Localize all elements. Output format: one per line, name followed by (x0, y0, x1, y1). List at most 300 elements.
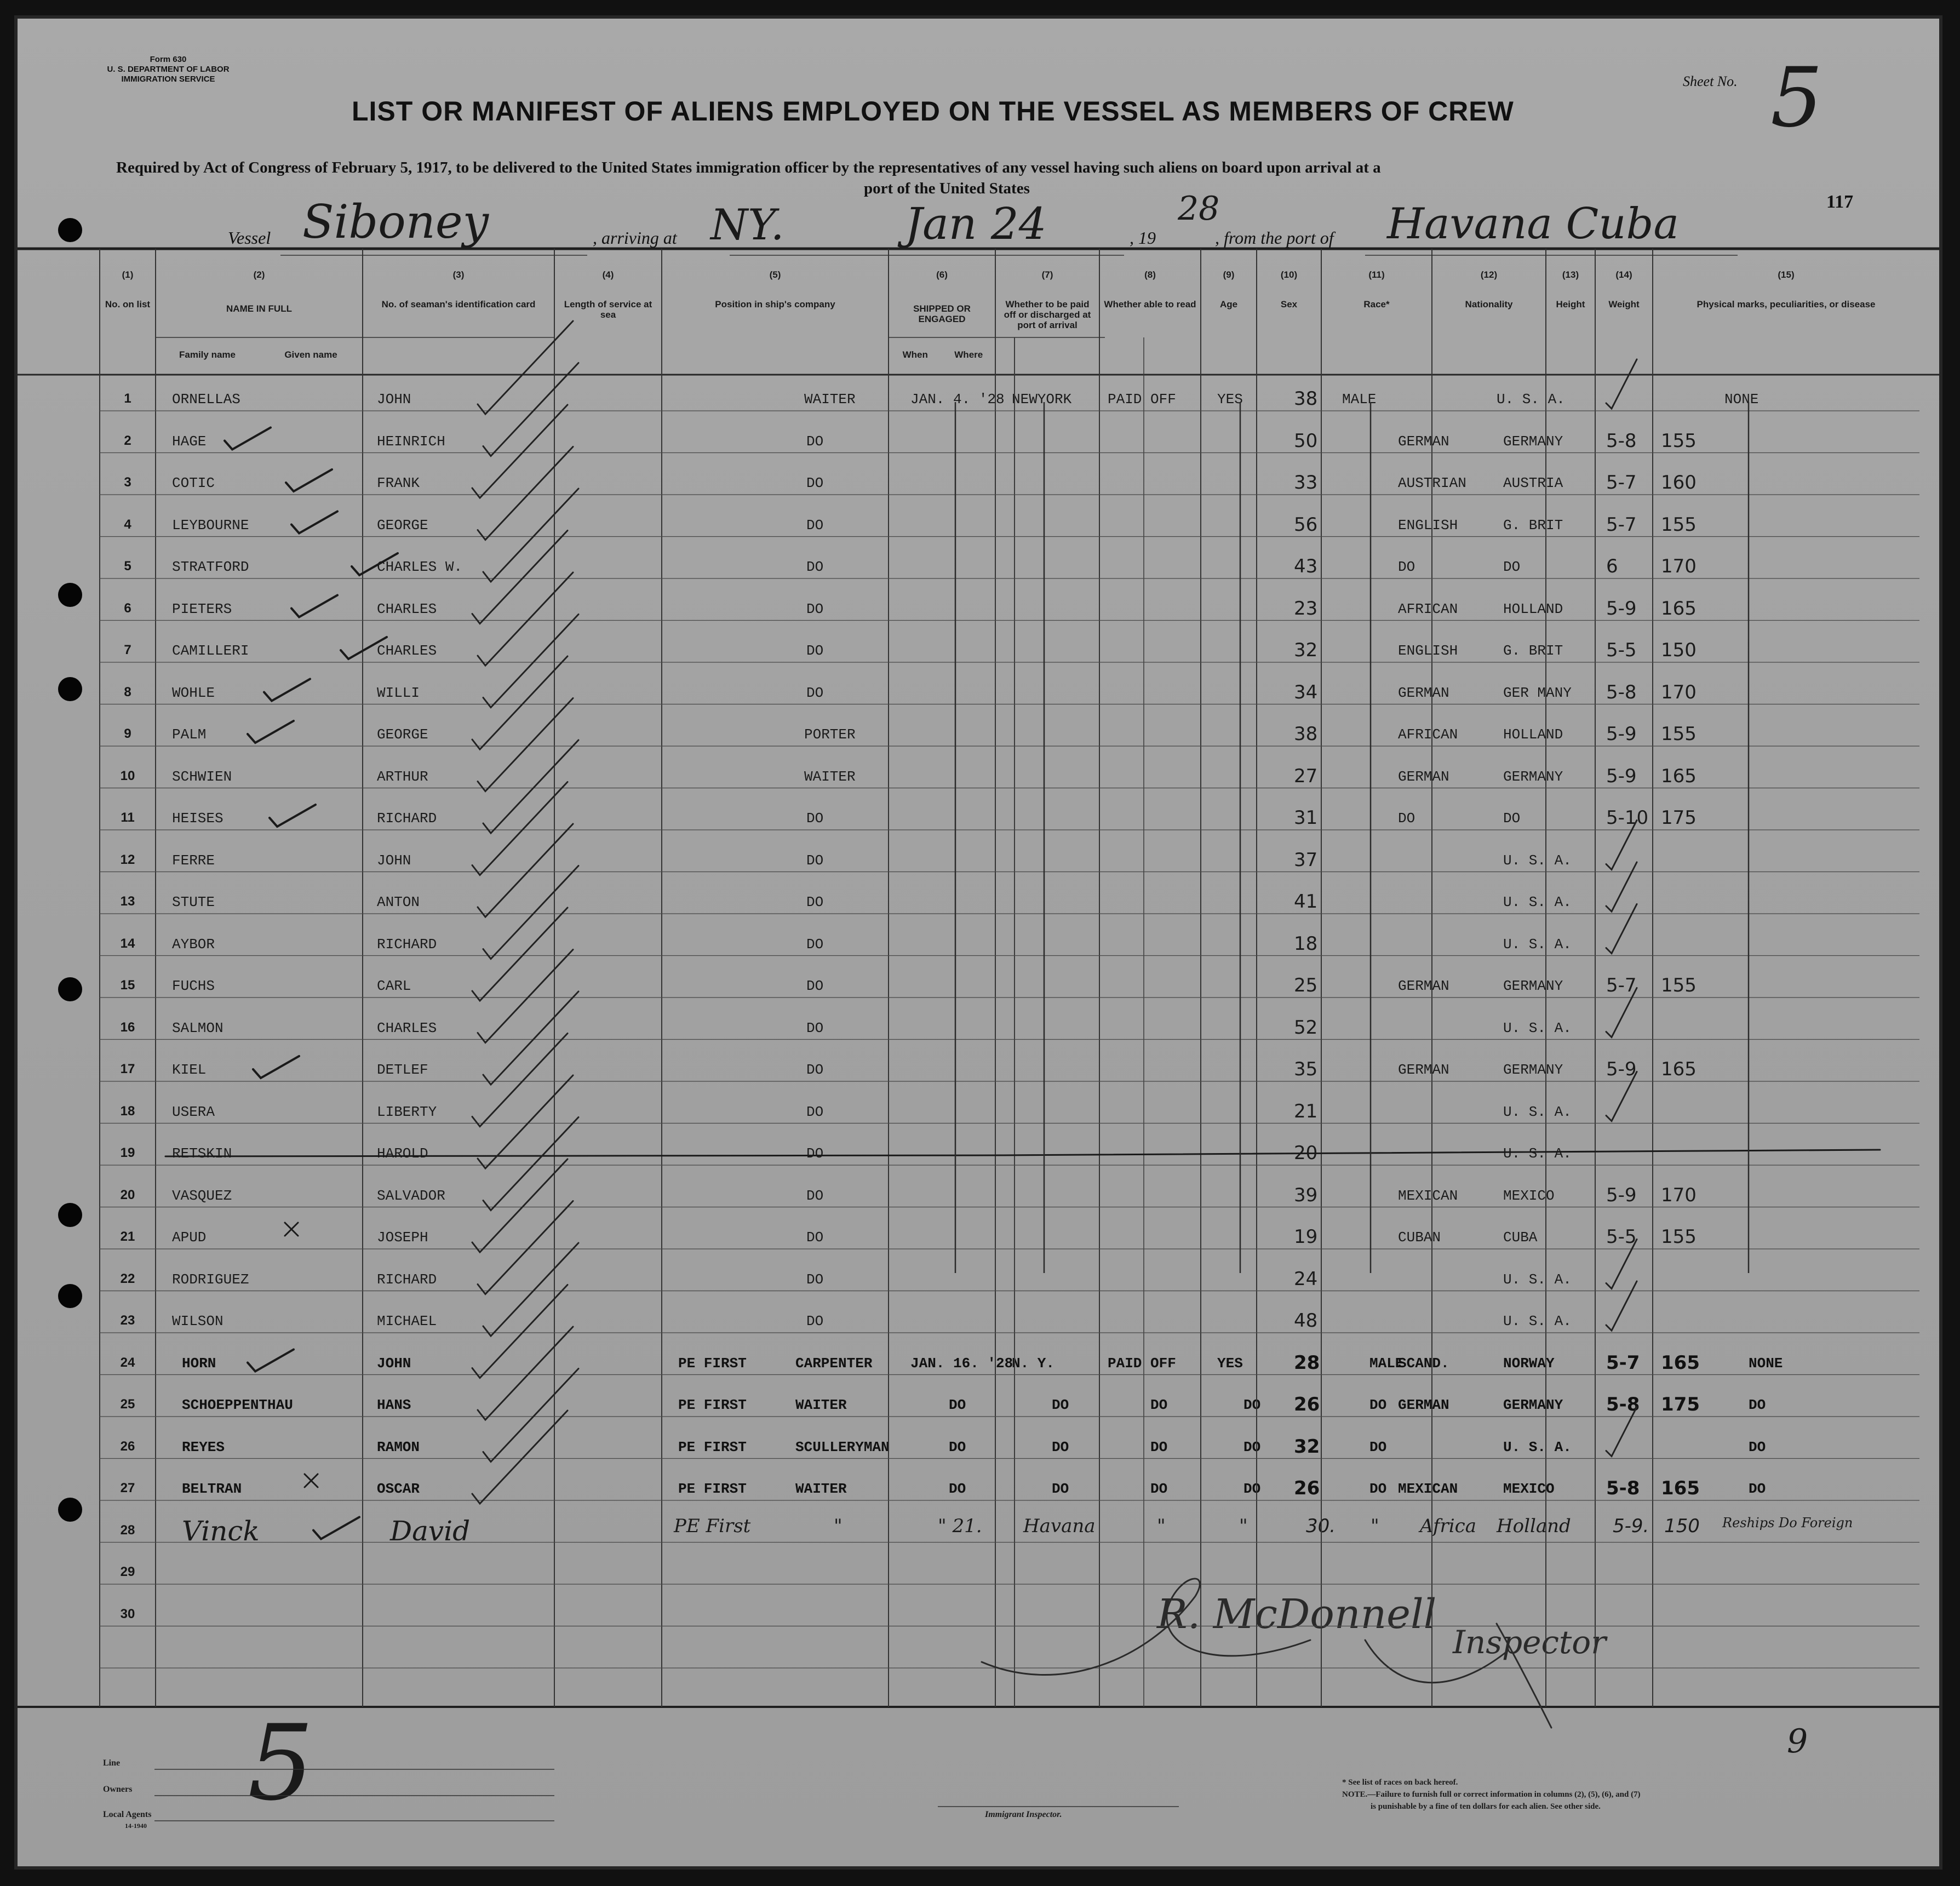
cell-given: FRANK (377, 475, 420, 491)
row-number: 14 (120, 936, 135, 951)
cell-height: 5-5 (1606, 639, 1637, 661)
cell-position: DO (806, 559, 824, 575)
column-header: Whether able to read (1104, 299, 1196, 309)
cell-height: 5-7 (1606, 513, 1637, 536)
cell-weight: 150 (1664, 1515, 1700, 1537)
cell-nationality: GER MANY (1503, 684, 1572, 701)
cell-paid: DO (1150, 1481, 1168, 1497)
cell-position: DO (806, 643, 824, 659)
column-number: (2) (253, 270, 265, 280)
cell-marks: DO (1749, 1397, 1766, 1413)
cell-when: " 21. (938, 1515, 982, 1537)
check-mark (341, 637, 387, 659)
cell-height: 5-9. (1613, 1515, 1649, 1537)
column-header: Physical marks, peculiarities, or disease (1697, 299, 1876, 309)
department-name: U. S. DEPARTMENT OF LABOR (107, 65, 230, 74)
column-number: (5) (769, 270, 781, 280)
cell-nationality: GERMANY (1503, 768, 1563, 785)
cell-nationality: U. S. A. (1503, 1145, 1572, 1162)
footer-owners-label: Owners (103, 1785, 133, 1794)
inspector-signature: R. McDonnell (1157, 1591, 1437, 1638)
cell-marks: Reships Do Foreign (1722, 1515, 1853, 1530)
form-number: Form 630 (150, 55, 187, 64)
cell-race: AFRICAN (1398, 600, 1458, 617)
column-header: Length of service at sea (564, 299, 652, 320)
cell-position: DO (806, 1313, 824, 1329)
check-mark (478, 698, 573, 792)
cell-sex: " (1371, 1515, 1379, 1537)
cell-family: SCHWIEN (172, 768, 232, 785)
cell-height: 5-9 (1606, 1058, 1637, 1080)
cell-given: JOHN (377, 1355, 411, 1372)
check-mark (1606, 359, 1637, 409)
column-subheader: Given name (284, 349, 337, 360)
footnote-penalty-1: NOTE.—Failure to furnish full or correct information in columns (2), (5), (6), and (7) (1342, 1790, 1641, 1799)
cell-nationality: GERMANY (1503, 1397, 1563, 1413)
cell-age: 26 (1294, 1477, 1320, 1499)
cell-family: CAMILLERI (172, 643, 249, 659)
subtitle-line-1: Required by Act of Congress of February 5, 1917, to be delivered to the United States immigration officer by the representatives of any vessel having such aliens on board upon arrival at a (116, 159, 1381, 176)
cell-given: ANTON (377, 894, 420, 910)
manifest-sheet (14, 15, 1942, 1870)
cell-age: 20 (1294, 1142, 1318, 1164)
cell-height: 5-9 (1606, 597, 1637, 620)
cell-height: 5-10 (1606, 807, 1649, 829)
cell-nationality: U. S. A. (1503, 1103, 1572, 1120)
column-number: (15) (1778, 270, 1795, 280)
cell-position: DO (806, 1145, 824, 1162)
cell-age: 21 (1294, 1100, 1318, 1122)
cell-age: 43 (1294, 555, 1318, 577)
cell-family: HORN (182, 1355, 216, 1372)
column-number: (8) (1144, 270, 1156, 280)
row-number: 4 (124, 517, 131, 532)
column-number: (6) (936, 270, 948, 280)
column-header: NAME IN FULL (226, 303, 292, 314)
row-number: 21 (120, 1229, 135, 1244)
arriving-label: , arriving at (593, 228, 677, 248)
cell-read: YES (1217, 1355, 1243, 1372)
vessel-label: Vessel (228, 228, 271, 248)
cell-given: ARTHUR (377, 768, 428, 785)
check-mark (478, 572, 573, 666)
row-number: 29 (120, 1564, 135, 1579)
footer-form-code: 14-1940 (125, 1822, 147, 1830)
column-header: Position in ship's company (715, 299, 835, 309)
cell-given: SALVADOR (377, 1187, 445, 1204)
check-mark (478, 1327, 573, 1420)
cell-family: SALMON (172, 1019, 223, 1036)
cell-family: PALM (172, 726, 207, 743)
cell-position: DO (806, 684, 824, 701)
footnote-penalty-2: is punishable by a fine of ten dollars for each alien. See other side. (1371, 1802, 1601, 1811)
cell-family: STRATFORD (172, 559, 249, 575)
cell-weight: 170 (1661, 555, 1697, 577)
row-number: 1 (124, 391, 131, 406)
cell-position: CARPENTER (795, 1355, 873, 1372)
cell-position: SCULLERYMAN (795, 1438, 890, 1455)
cell-age: 48 (1294, 1310, 1318, 1332)
row-number: 7 (124, 643, 131, 657)
row-number: 5 (124, 559, 131, 574)
cell-weight: 155 (1661, 1226, 1697, 1248)
check-mark (270, 805, 316, 827)
cell-weight: 150 (1661, 639, 1697, 661)
cell-age: 35 (1294, 1058, 1318, 1080)
cell-nationality: Holland (1497, 1515, 1571, 1537)
cell-position: DO (806, 1019, 824, 1036)
cell-height: 5-8 (1606, 1394, 1640, 1415)
row-number: 11 (121, 810, 135, 825)
check-mark (248, 721, 294, 743)
table-grid (18, 19, 1939, 1866)
row-number: 6 (124, 600, 131, 616)
cell-height: 5-7 (1606, 1351, 1640, 1374)
column-header: Sex (1280, 299, 1298, 309)
cell-where: N. Y. (1012, 1355, 1055, 1372)
arrival-date: Jan 24 (905, 198, 1047, 249)
page-mark: 9 (1787, 1722, 1808, 1761)
cell-weight: 170 (1661, 681, 1697, 703)
cell-when: DO (949, 1438, 966, 1455)
check-mark (1606, 1407, 1637, 1457)
cell-family: LEYBOURNE (172, 517, 249, 534)
cell-position: DO (806, 475, 824, 491)
cell-given: RICHARD (377, 810, 437, 827)
check-mark (286, 469, 332, 491)
cell-paid: DO (1150, 1438, 1168, 1455)
cell-nationality: GERMANY (1503, 1062, 1563, 1078)
check-mark (291, 512, 337, 534)
cell-nationality: NORWAY (1503, 1355, 1555, 1372)
row-number: 17 (120, 1062, 135, 1076)
cell-position: WAITER (804, 391, 856, 408)
check-mark (478, 1075, 573, 1168)
cell-family: KIEL (172, 1062, 207, 1078)
column-subheader: Family name (179, 349, 236, 360)
cell-race: DO (1398, 559, 1415, 575)
cell-height: 5-9 (1606, 1184, 1637, 1206)
cell-race: GERMAN (1398, 433, 1449, 450)
cell-given: JOSEPH (377, 1229, 428, 1246)
cell-family: USERA (172, 1103, 215, 1120)
cell-given: RICHARD (377, 1271, 437, 1288)
cell-family: BELTRAN (182, 1481, 242, 1497)
row-number: 25 (120, 1397, 135, 1412)
cell-position: DO (806, 1229, 824, 1246)
row-number: 22 (120, 1271, 135, 1286)
cell-race: GERMAN (1398, 1397, 1449, 1413)
cell-weight: 165 (1661, 597, 1697, 620)
footer-handwritten-number: 5 (248, 1702, 314, 1824)
cell-nationality: MEXICO (1503, 1187, 1555, 1204)
cell-where: DO (1052, 1438, 1069, 1455)
cell-race: GERMAN (1398, 684, 1449, 701)
column-number: (11) (1368, 270, 1385, 280)
cell-race: MEXICAN (1398, 1481, 1458, 1497)
check-mark (352, 553, 398, 575)
arrival-year: 28 (1178, 190, 1220, 228)
cell-age: 56 (1294, 513, 1318, 536)
row-number: 13 (120, 894, 135, 909)
cell-age: 50 (1294, 429, 1318, 452)
cell-paid: " (1157, 1515, 1166, 1537)
immigrant-inspector-label: Immigrant Inspector. (985, 1810, 1062, 1819)
cell-race: AUSTRIAN (1398, 475, 1466, 491)
cell-height: 6 (1606, 555, 1618, 577)
cell-given: RAMON (377, 1438, 420, 1455)
cell-given: DETLEF (377, 1062, 428, 1078)
cell-family: REYES (182, 1438, 225, 1455)
cell-marks: NONE (1724, 391, 1759, 408)
cell-marks: NONE (1749, 1355, 1783, 1372)
cell-position: DO (806, 852, 824, 869)
cell-age: 23 (1294, 597, 1318, 620)
cell-race: AFRICAN (1398, 726, 1458, 743)
column-number: (13) (1562, 270, 1579, 280)
cell-position: DO (806, 433, 824, 450)
row-number: 24 (120, 1355, 135, 1370)
row-number: 20 (120, 1187, 135, 1202)
row-number: 10 (120, 768, 135, 783)
column-header: Race* (1363, 299, 1390, 309)
cell-race: MEXICAN (1398, 1187, 1458, 1204)
cell-position: DO (806, 936, 824, 953)
cell-age: 19 (1294, 1226, 1318, 1248)
cell-given: CHARLES W. (377, 559, 463, 575)
cell-height: 5-9 (1606, 765, 1637, 787)
cell-family: Vinck (182, 1515, 260, 1547)
cell-height: 5-8 (1606, 429, 1637, 452)
cell-nationality: U. S. A. (1497, 391, 1565, 408)
cell-given: CHARLES (377, 1019, 437, 1036)
cell-race: DO (1398, 810, 1415, 827)
cell-family: STUTE (172, 894, 215, 910)
cell-given: MICHAEL (377, 1313, 437, 1329)
check-mark (291, 595, 337, 617)
cell-given: LIBERTY (377, 1103, 437, 1120)
cell-sex: MALE (1342, 391, 1377, 408)
cell-family: APUD (172, 1229, 207, 1246)
column-header: Age (1219, 299, 1238, 309)
cell-weight: 175 (1661, 807, 1697, 829)
cell-race: GERMAN (1398, 1062, 1449, 1078)
cell-marks: DO (1749, 1438, 1766, 1455)
cell-given: David (390, 1515, 471, 1547)
cell-age: 52 (1294, 1016, 1318, 1039)
cell-given: HANS (377, 1397, 411, 1413)
cell-age: 33 (1294, 472, 1318, 494)
cell-nationality: GERMANY (1503, 978, 1563, 994)
cell-height: 5-7 (1606, 472, 1637, 494)
cell-age: 32 (1294, 639, 1318, 661)
cell-paid: PAID OFF (1108, 1355, 1176, 1372)
cell-read: " (1239, 1515, 1248, 1537)
cell-when: JAN. 16. '28 (910, 1355, 1013, 1372)
cell-position: DO (806, 894, 824, 910)
cell-nationality: HOLLAND (1503, 600, 1563, 617)
cell-nationality: CUBA (1503, 1229, 1538, 1246)
cell-weight: 170 (1661, 1184, 1697, 1206)
cell-nationality: U. S. A. (1503, 1019, 1572, 1036)
cell-weight: 155 (1661, 974, 1697, 996)
cell-given: GEORGE (377, 517, 428, 534)
cell-weight: 155 (1661, 429, 1697, 452)
cell-weight: 165 (1661, 1058, 1697, 1080)
arriving-port: NY. (710, 200, 784, 250)
cell-family: HAGE (172, 433, 207, 450)
cell-age: 18 (1294, 932, 1318, 955)
service-name: IMMIGRATION SERVICE (121, 74, 215, 84)
cell-age: 27 (1294, 765, 1318, 787)
x-mark (305, 1474, 318, 1487)
row-number: 8 (124, 684, 131, 700)
cell-family: WILSON (172, 1313, 223, 1329)
strike-through-line (165, 1150, 1880, 1156)
cell-race: ENGLISH (1398, 643, 1458, 659)
from-port-label: , from the port of (1215, 228, 1334, 248)
cell-position: DO (806, 517, 824, 534)
column-number: (9) (1223, 270, 1235, 280)
cell-height: 5-5 (1606, 1226, 1637, 1248)
column-number: (7) (1041, 270, 1053, 280)
cell-age: 28 (1294, 1351, 1320, 1374)
footnote-races: * See list of races on back hereof. (1342, 1778, 1458, 1787)
footer-line-label: Line (103, 1758, 121, 1768)
cell-position: WAITER (804, 768, 856, 785)
cell-position: DO (806, 978, 824, 994)
cell-family: FERRE (172, 852, 215, 869)
cell-where: DO (1052, 1481, 1069, 1497)
cell-age: 24 (1294, 1268, 1318, 1290)
page-title: LIST OR MANIFEST OF ALIENS EMPLOYED ON THE VESSEL AS MEMBERS OF CREW (352, 96, 1514, 127)
cell-position: DO (806, 1062, 824, 1078)
column-header: No. on list (105, 299, 151, 309)
cell-given: WILLI (377, 684, 420, 701)
cell-age: 30. (1306, 1515, 1336, 1537)
cell-paid: PAID OFF (1108, 391, 1176, 408)
column-number: (4) (602, 270, 614, 280)
footer-agents-label: Local Agents (103, 1810, 152, 1819)
cell-age: 26 (1294, 1394, 1320, 1415)
cell-when: JAN. 4. '28 (910, 391, 1005, 408)
cell-weight: 165 (1661, 1477, 1700, 1499)
cell-age: 38 (1294, 388, 1318, 410)
column-header: SHIPPED OR ENGAGED (913, 303, 971, 324)
cell-nationality: U. S. A. (1503, 1271, 1572, 1288)
vessel-name: Siboney (302, 195, 489, 249)
cell-position: DO (806, 1271, 824, 1288)
row-number: 28 (120, 1522, 135, 1538)
cell-family: FUCHS (172, 978, 215, 994)
cell-position: PORTER (804, 726, 856, 743)
row-number: 3 (124, 475, 131, 490)
column-header: Height (1556, 299, 1585, 309)
cell-when: DO (949, 1397, 966, 1413)
cell-family: SCHOEPPENTHAU (182, 1397, 293, 1413)
check-mark (478, 447, 573, 540)
cell-nationality: U. S. A. (1503, 1313, 1572, 1329)
year-label: , 19 (1130, 228, 1156, 248)
cell-service: PE FIRST (678, 1438, 747, 1455)
cell-height: 5-8 (1606, 681, 1637, 703)
row-number: 18 (120, 1103, 135, 1119)
cell-service: PE FIRST (678, 1355, 747, 1372)
cell-age: 32 (1294, 1435, 1320, 1458)
column-number: (12) (1480, 270, 1498, 280)
cell-sex: DO (1369, 1438, 1387, 1455)
from-port: Havana Cuba (1387, 199, 1679, 249)
column-number: (3) (452, 270, 465, 280)
column-header: Whether to be paid off or discharged at port of arrival (1004, 299, 1091, 330)
check-mark (1606, 1240, 1637, 1289)
cell-age: 41 (1294, 891, 1318, 913)
row-number: 19 (120, 1145, 135, 1160)
cell-service: PE First (674, 1515, 751, 1537)
cell-given: RICHARD (377, 936, 437, 953)
check-mark (248, 1350, 294, 1372)
cell-position: WAITER (795, 1481, 847, 1497)
check-mark (478, 950, 573, 1043)
cell-race: SCAND. (1398, 1355, 1449, 1372)
stamp-number: 117 (1826, 192, 1854, 212)
cell-age: 25 (1294, 974, 1318, 996)
cell-race: GERMAN (1398, 768, 1449, 785)
cell-nationality: HOLLAND (1503, 726, 1563, 743)
row-number: 23 (120, 1313, 135, 1328)
column-subheader: Where (954, 349, 983, 360)
cell-sex: DO (1369, 1397, 1387, 1413)
cell-weight: 175 (1661, 1394, 1700, 1415)
check-mark (1606, 821, 1637, 870)
cell-race: GERMAN (1398, 978, 1449, 994)
cell-nationality: U. S. A. (1503, 936, 1572, 953)
cell-nationality: U. S. A. (1503, 894, 1572, 910)
cell-height: 5-8 (1606, 1477, 1640, 1499)
cell-marks: DO (1749, 1481, 1766, 1497)
cell-age: 39 (1294, 1184, 1318, 1206)
cell-age: 34 (1294, 681, 1318, 703)
cell-position: DO (806, 1187, 824, 1204)
cell-family: RODRIGUEZ (172, 1271, 249, 1288)
cell-height: 5-9 (1606, 723, 1637, 745)
cell-read: DO (1243, 1481, 1261, 1497)
signature-flourish (982, 1579, 1551, 1728)
sheet-no-label: Sheet No. (1683, 73, 1738, 89)
cell-weight: 165 (1661, 1351, 1700, 1374)
cell-weight: 160 (1661, 472, 1697, 494)
cell-height: 5-7 (1606, 974, 1637, 996)
row-number: 30 (120, 1606, 135, 1621)
cell-read: YES (1217, 391, 1243, 408)
cell-read: DO (1243, 1397, 1261, 1413)
check-mark (478, 321, 573, 414)
cell-age: 37 (1294, 849, 1318, 871)
cell-given: GEORGE (377, 726, 428, 743)
cell-sex: DO (1369, 1481, 1387, 1497)
subtitle-line-2: port of the United States (864, 180, 1030, 197)
cell-weight: 155 (1661, 723, 1697, 745)
cell-weight: 155 (1661, 513, 1697, 536)
row-number: 16 (120, 1019, 135, 1035)
cell-given: HAROLD (377, 1145, 428, 1162)
cell-given: CARL (377, 978, 411, 994)
check-mark (313, 1517, 359, 1539)
row-number: 2 (124, 433, 131, 448)
cell-family: WOHLE (172, 684, 215, 701)
cell-service: PE FIRST (678, 1397, 747, 1413)
cell-family: VASQUEZ (172, 1187, 232, 1204)
